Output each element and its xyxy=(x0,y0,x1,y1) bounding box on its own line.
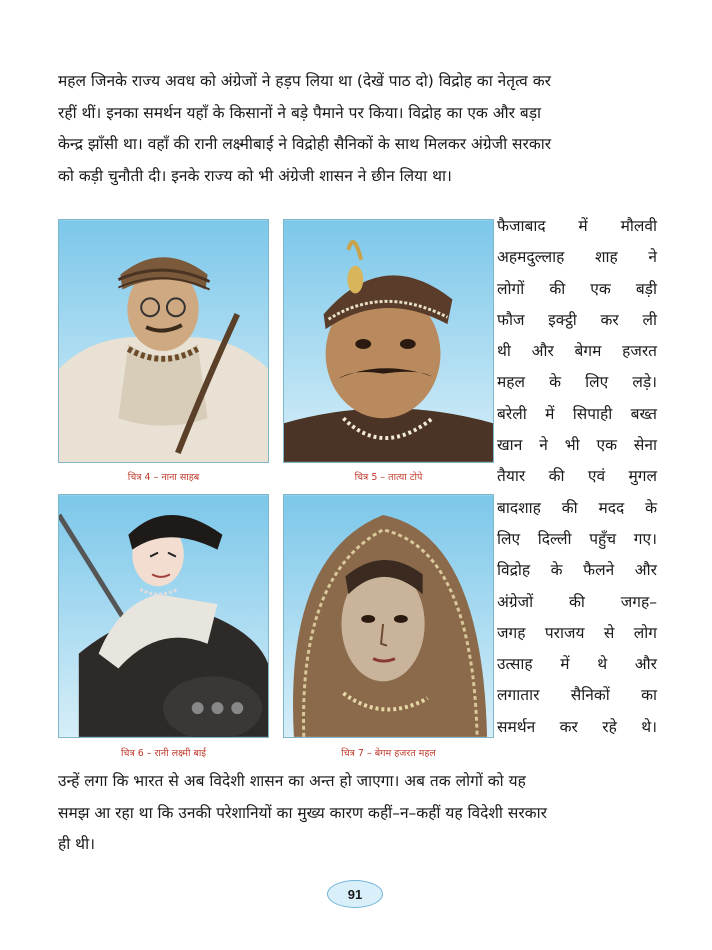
caption-figure-6: चित्र 6 – रानी लक्ष्मी बाई xyxy=(120,748,207,759)
portrait-tatya-tope-image xyxy=(284,220,493,462)
side-column-text xyxy=(497,211,657,743)
side-line: फैजाबाद में मौलवी xyxy=(497,217,657,235)
side-line: जगह पराजय से लोग xyxy=(497,623,657,642)
text-line: केन्द्र झाँसी था। वहाँ की रानी लक्ष्मीबाई ने विद्रोही सैनिकों के साथ मिलकर अंग्रेजी सरकार xyxy=(58,135,552,153)
side-line: समर्थन कर रहे थे। xyxy=(497,717,657,736)
figure-begum-hazrat-mahal xyxy=(283,494,494,738)
side-line: अहमदुल्लाह शाह ने xyxy=(497,248,657,267)
text-line: रहीं थीं। इनका समर्थन यहाँ के किसानों ने बड़े पैमाने पर किया। विद्रोह का एक और बड़ा xyxy=(58,103,541,122)
text-line: उन्हें लगा कि भारत से अब विदेशी शासन का अन्त हो जाएगा। अब तक लोगों को यह xyxy=(58,772,526,790)
bottom-paragraph xyxy=(58,766,658,861)
text-line: ही थी। xyxy=(58,835,95,853)
top-paragraph xyxy=(58,66,658,192)
caption-figure-5: चित्र 5 – तात्या टोपे xyxy=(354,472,423,483)
side-line: थी और बेगम हजरत xyxy=(497,342,657,361)
text-line: समझ आ रहा था कि उनकी परेशानियों का मुख्य कारण कहीं–न–कहीं यह विदेशी सरकार xyxy=(58,803,547,822)
side-line: बादशाह की मदद के xyxy=(497,498,657,517)
figure-nana-sahib xyxy=(58,219,269,463)
side-line: खान ने भी एक सेना xyxy=(497,436,657,455)
page-number-badge xyxy=(327,880,383,908)
side-line: लगातार सैनिकों का xyxy=(497,686,657,705)
portrait-begum-hazrat-mahal-image xyxy=(284,495,493,737)
caption-figure-7: चित्र 7 – बेगम हजरत महल xyxy=(341,748,436,759)
side-line: विद्रोह के फैलने और xyxy=(497,561,657,580)
text-line: महल जिनके राज्य अवध को अंग्रेजों ने हड़प लिया था (देखें पाठ दो) विद्रोह का नेतृत्व कर xyxy=(58,72,551,90)
page-number: 91 xyxy=(347,886,363,902)
caption-figure-4: चित्र 4 – नाना साहब xyxy=(127,472,200,483)
side-line: फौज इक्ट्ठी कर ली xyxy=(497,310,657,329)
side-line: बरेली में सिपाही बख्त xyxy=(497,404,657,423)
figure-rani-lakshmi-bai xyxy=(58,494,269,738)
side-line: अंग्रेजों की जगह– xyxy=(497,592,657,611)
side-line: उत्साह में थे और xyxy=(497,655,657,674)
side-line: लिए दिल्ली पहुँच गए। xyxy=(497,529,657,548)
side-line: लोगों की एक बड़ी xyxy=(497,279,657,298)
figure-tatya-tope xyxy=(283,219,494,463)
text-line: को कड़ी चुनौती दी। इनके राज्य को भी अंग्रेजी शासन ने छीन लिया था। xyxy=(58,166,452,185)
portrait-nana-sahib-image xyxy=(59,220,268,462)
side-line: महल के लिए लड़े। xyxy=(497,373,657,392)
portrait-rani-lakshmi-bai-image xyxy=(59,495,268,737)
side-line: तैयार की एवं मुगल xyxy=(497,467,657,486)
